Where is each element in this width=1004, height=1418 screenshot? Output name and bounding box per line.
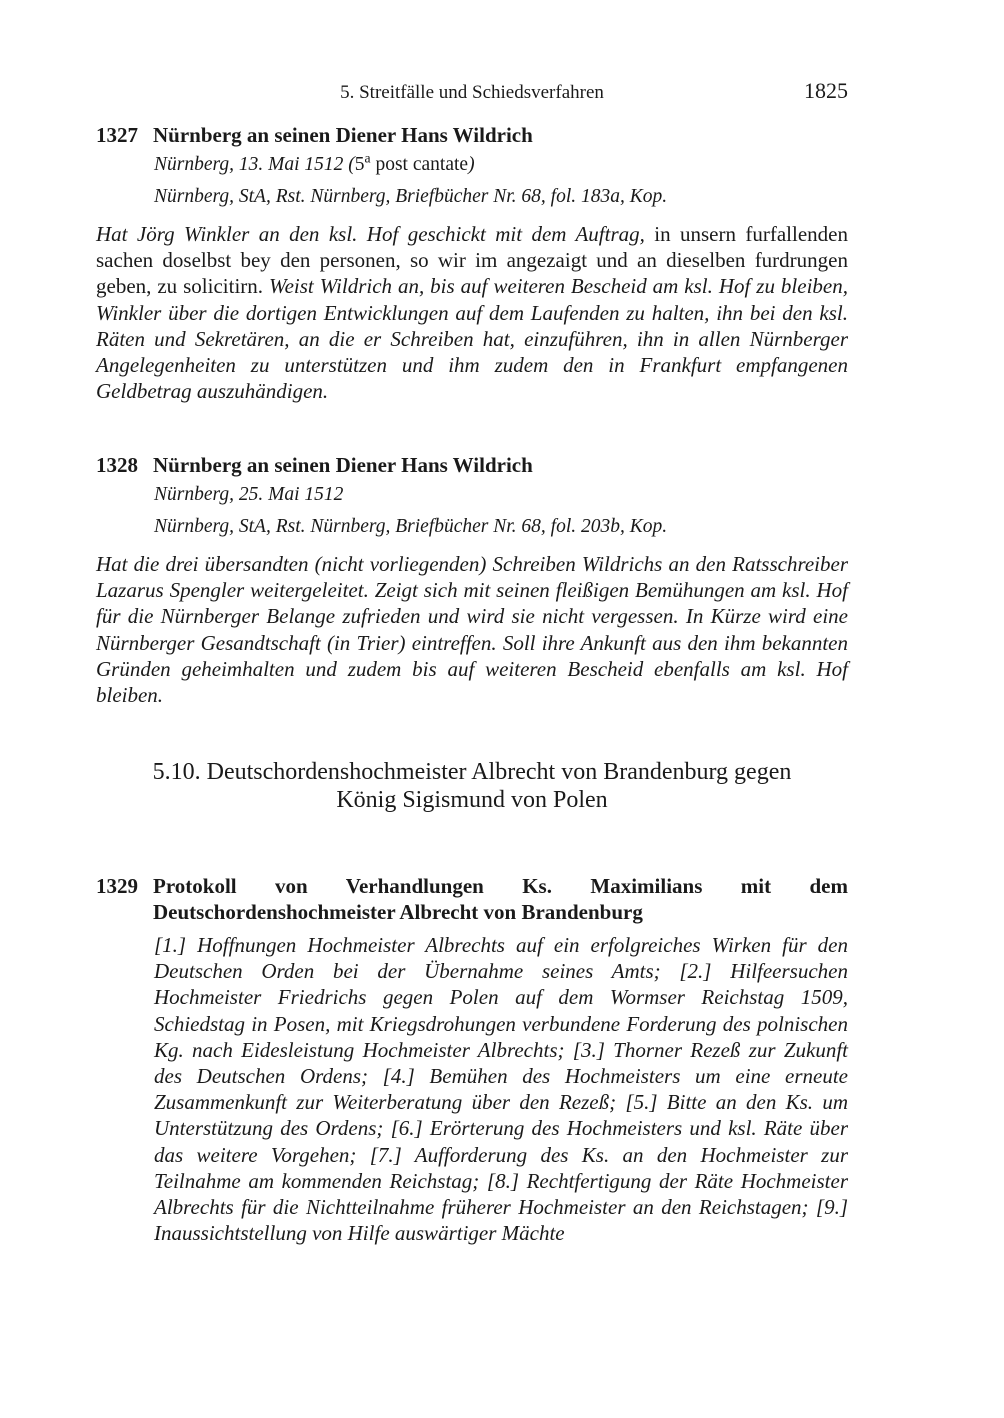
entry-title: Nürnberg an seinen Diener Hans Wildrich: [153, 453, 533, 477]
entry-number: 1327: [96, 123, 138, 147]
entry-1329-regest: [1.] Hoffnungen Hochmeister Albrechts auf ein erfolgreiches Wirken für den Deutschen Orden bei der Übernahme seines Amts; [2.] Hilfeersuchen Hochmeister Friedrichs gegen Polen auf dem Wormser Reichstag 1509, Schiedstag in Posen, mit Kriegsdrohungen verbundene Forderung des polnischen Kg. nach Eidesleistung Hochmeister Albrechts; [3.] Thorner Rezeß zur Zukunft des Deutschen Ordens; [4.] Bemühen des Hochmeisters um eine erneute Zusammenkunft zur Weiterberatung über den Rezeß; [5.] Bitte an den Ks. um Unterstützung des Ordens; [6.] Erörterung des Hochmeisters und ksl. Räte über das weitere Vorgehen; [7.] Aufforderung des Ks. an den Hochmeister zur Teilnahme am kommenden Reichstag; [8.] Rechtfertigung der Räte Hochmeister Albrechts für die Nichtteilnahme früherer Hochmeister an den Reichstagen; [9.] Inaussichtstellung von Hilfe auswärtiger Mächte: [154, 933, 848, 1246]
entry-title: Nürnberg an seinen Diener Hans Wildrich: [153, 123, 533, 147]
running-head: [96, 78, 848, 108]
section-heading: [96, 758, 848, 814]
section-heading-line1: 5.10. Deutschordenshochmeister Albrecht von Brandenburg gegen: [152, 759, 792, 785]
entry-number: 1329: [96, 874, 138, 898]
entry-1328-date: Nürnberg, 25. Mai 1512: [154, 484, 344, 505]
entry-1327-source: Nürnberg, StA, Rst. Nürnberg, Briefbücher Nr. 68, fol. 183a, Kop.: [154, 186, 668, 207]
entry-number: 1328: [96, 453, 138, 477]
entry-title: Protokoll von Verhandlungen Ks. Maximilians mit dem Deutschordenshochmeister Albrecht von Brandenburg: [153, 874, 848, 924]
entry-1328-regest: Hat die drei übersandten (nicht vorliegenden) Schreiben Wildrichs an den Ratsschreiber Lazarus Spengler weitergeleitet. Zeigt sich mit seinen fleißigen Bemühungen am ksl. Hof für die Nürnberger Belange zufrieden und wird sie nicht vergessen. In Kürze wird eine Nürnberger Gesandtschaft (in Trier) eintreffen. Soll ihre Ankunft aus den ihm bekannten Gründen geheimhalten und zudem bis auf weiteren Bescheid ebenfalls am ksl. Hof bleiben.: [96, 552, 848, 708]
entry-1328-source: Nürnberg, StA, Rst. Nürnberg, Briefbücher Nr. 68, fol. 203b, Kop.: [154, 516, 668, 537]
section-heading-line2: König Sigismund von Polen: [336, 787, 608, 813]
entry-1327-regest: Hat Jörg Winkler an den ksl. Hof geschickt mit dem Auftrag, in unsern furfallenden sachen doselbst bey den personen, so wir im angezaigt und an dieselben furdrungen geben, zu solicitirn. Weist Wildrich an, bis auf weiteren Bescheid am ksl. Hof zu bleiben, Winkler über die dortigen Entwicklungen auf dem Laufenden zu halten, ihn bei den ksl. Räten und Sekretären, an die er Schreiben hat, einzuführen, ihn in allen Nürnberger Angelegenheiten zu unterstützen und ihm zudem den in Frankfurt empfangenen Geldbetrag auszuhändigen.: [96, 222, 848, 404]
entry-1327-date: Nürnberg, 13. Mai 1512 (5$^a$ post cantate): [154, 150, 475, 175]
page-number: 1825: [804, 78, 848, 103]
running-head-section: 5. Streitfälle und Schiedsverfahren: [340, 82, 604, 103]
